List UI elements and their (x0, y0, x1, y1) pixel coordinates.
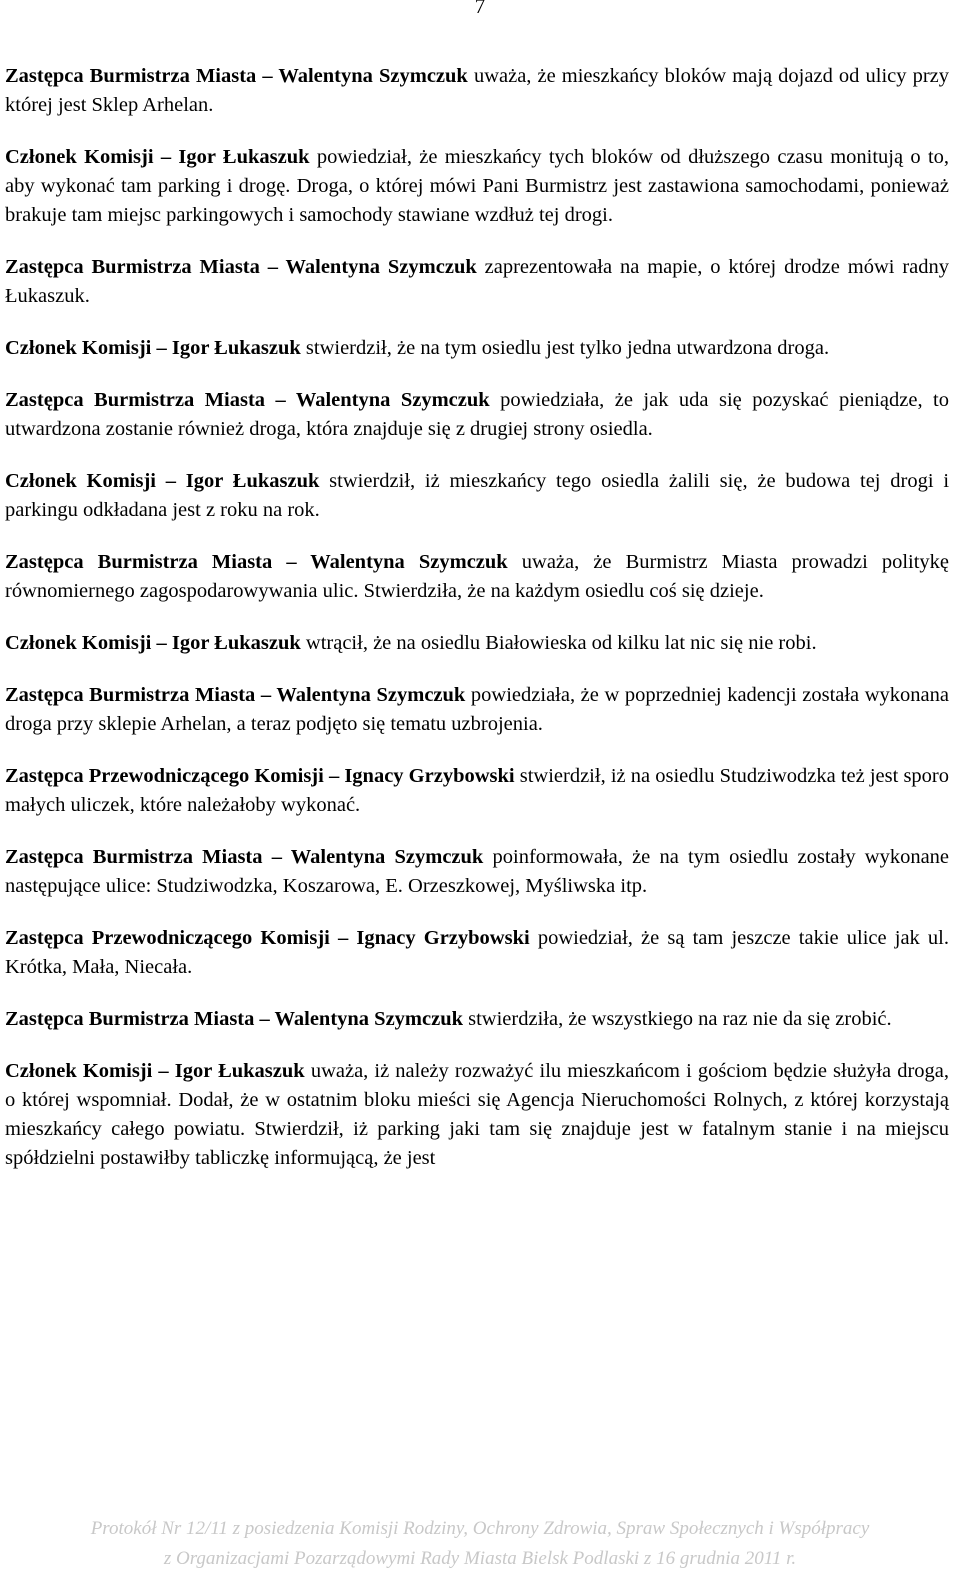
paragraph (5, 629, 949, 658)
speaker-name: Zastępca Burmistrza Miasta – Walentyna Szymczuk (5, 256, 477, 278)
statement-text: uważa, że mieszkańcy bloków mają dojazd od ulicy przy której jest Sklep Arhelan. (5, 65, 950, 116)
speaker-name: Zastępca Przewodniczącego Komisji – Ignacy Grzybowski (5, 927, 530, 949)
statement-text: uważa, iż należy rozważyć ilu mieszkańcom i gościom będzie służyła droga, o której wspomniał. Dodał, że w ostatnim bloku mieści się Agencja Nieruchomości Rolnych, z której korzystają mieszkańcy całego powiatu. Stwierdził, iż parking jaki tam się znajduje jest w fatalnym stanie i na miejscu spółdzielni postawiłby tabliczkę informującą, że jest (5, 1060, 950, 1169)
statement-text: stwierdził, że na tym osiedlu jest tylko jedna utwardzona droga. (305, 337, 830, 359)
paragraph (5, 1057, 949, 1173)
statement-text: powiedział, że mieszkańcy tych bloków od dłuższego czasu monitują o to, aby wykonać tam parking i drogę. Droga, o której mówi Pani Burmistrz jest zastawiona samochodami, ponieważ brakuje tam miejsc parkingowych i samochody stawiane wzdłuż tej drogi. (5, 146, 950, 226)
speaker-name: Członek Komisji – Igor Łukaszuk (5, 632, 301, 654)
speaker-name: Członek Komisji – Igor Łukaszuk (5, 470, 320, 492)
statement-text: stwierdziła, że wszystkiego na raz nie da się zrobić. (468, 1008, 892, 1030)
statement-text: powiedziała, że w poprzedniej kadencji została wykonana droga przy sklepie Arhelan, a teraz podjęto się tematu uzbrojenia. (5, 684, 949, 735)
statement-text: stwierdził, iż na osiedlu Studziwodzka też jest sporo małych uliczek, które należałoby wykonać. (5, 765, 950, 816)
protocol-body (5, 62, 949, 1196)
speaker-name: Zastępca Przewodniczącego Komisji – Ignacy Grzybowski (5, 765, 515, 787)
statement-text: powiedziała, że jak uda się pozyskać pieniądze, to utwardzona zostanie również droga, która znajduje się z drugiej strony osiedla. (5, 389, 950, 440)
paragraph (5, 467, 949, 525)
paragraph (5, 334, 949, 363)
speaker-name: Zastępca Burmistrza Miasta – Walentyna Szymczuk (5, 389, 490, 411)
paragraph (5, 386, 949, 444)
footer-line: z Organizacjami Pozarządowymi Rady Miasta Bielsk Podlaski z 16 grudnia 2011 r. (163, 1548, 797, 1569)
speaker-name: Zastępca Burmistrza Miasta – Walentyna Szymczuk (5, 65, 468, 87)
speaker-name: Zastępca Burmistrza Miasta – Walentyna Szymczuk (5, 1008, 463, 1030)
statement-text: poinformowała, że na tym osiedlu zostały wykonane następujące ulice: Studziwodzka, Koszarowa, E. Orzeszkowej, Myśliwska itp. (5, 846, 950, 897)
speaker-name: Zastępca Burmistrza Miasta – Walentyna Szymczuk (5, 684, 466, 706)
paragraph (5, 253, 949, 311)
protocol-footer (0, 1514, 960, 1574)
paragraph (5, 924, 949, 982)
statement-text: stwierdził, iż mieszkańcy tego osiedla żalili się, że budowa tej drogi i parkingu odkładana jest z roku na rok. (5, 470, 950, 521)
speaker-name: Członek Komisji – Igor Łukaszuk (5, 337, 301, 359)
page-number: 7 (474, 0, 486, 18)
speaker-name: Zastępca Burmistrza Miasta – Walentyna Szymczuk (5, 846, 484, 868)
paragraph (5, 762, 949, 820)
speaker-name: Zastępca Burmistrza Miasta – Walentyna Szymczuk (5, 551, 508, 573)
speaker-name: Członek Komisji – Igor Łukaszuk (5, 1060, 305, 1082)
paragraph (5, 1005, 949, 1034)
speaker-name: Członek Komisji – Igor Łukaszuk (5, 146, 310, 168)
paragraph (5, 843, 949, 901)
statement-text: powiedział, że są tam jeszcze takie ulice jak ul. Krótka, Mała, Niecała. (5, 927, 949, 978)
paragraph (5, 143, 949, 230)
statement-text: zaprezentowała na mapie, o której drodze mówi radny Łukaszuk. (5, 256, 949, 307)
paragraph (5, 548, 949, 606)
paragraph (5, 62, 949, 120)
paragraph (5, 681, 949, 739)
statement-text: uważa, że Burmistrz Miasta prowadzi politykę równomiernego zagospodarowywania ulic. Stwierdziła, że na każdym osiedlu coś się dzieje. (5, 551, 950, 602)
footer-line: Protokół Nr 12/11 z posiedzenia Komisji Rodziny, Ochrony Zdrowia, Spraw Społecznych i Współpracy (90, 1518, 870, 1539)
statement-text: wtrącił, że na osiedlu Białowieska od kilku lat nic się nie robi. (305, 632, 817, 654)
